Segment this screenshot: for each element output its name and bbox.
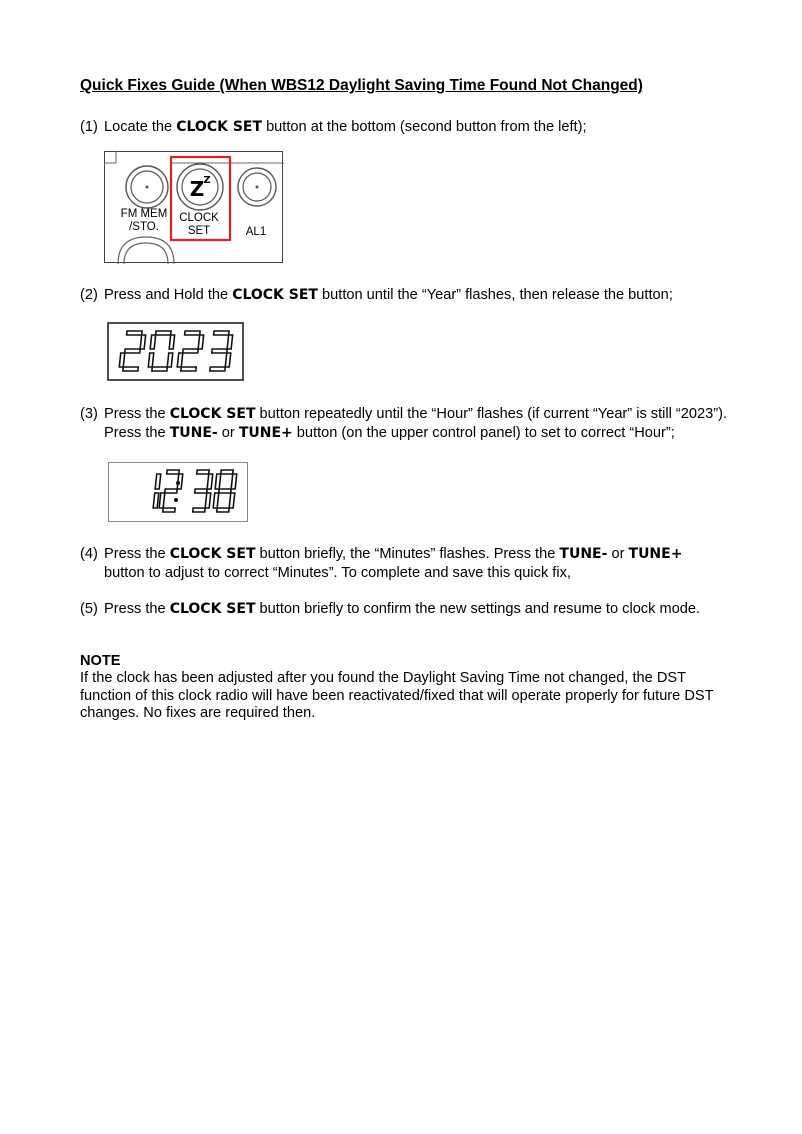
bold-term: TUNE- bbox=[559, 546, 608, 562]
digit-segment bbox=[207, 474, 213, 489]
step-number: (2) bbox=[80, 287, 98, 303]
text-segment: or bbox=[607, 546, 629, 562]
bold-term: TUNE- bbox=[169, 425, 218, 441]
digit-segment bbox=[198, 335, 203, 349]
fm-mem-label: FM MEM bbox=[120, 208, 168, 220]
digit-segment bbox=[225, 353, 230, 367]
step-5-text bbox=[104, 600, 700, 618]
year-display bbox=[107, 322, 244, 381]
note-line: changes. No fixes are required then. bbox=[80, 705, 316, 721]
note-line: function of this clock radio will have been reactivated/fixed that will operate properly for future DST bbox=[80, 687, 714, 704]
digit-segment bbox=[148, 353, 153, 367]
step-2-text bbox=[104, 286, 673, 304]
text-segment: button until the “Year” flashes, then release the button; bbox=[317, 287, 673, 303]
bold-term: CLOCK SET bbox=[176, 119, 263, 135]
digit-segment bbox=[197, 470, 209, 474]
step-number: (4) bbox=[80, 546, 98, 562]
fm-mem-sto-label: /STO. bbox=[129, 221, 159, 233]
text-segment: button briefly to confirm the new settings and resume to clock mode. bbox=[255, 601, 701, 617]
digit-segment bbox=[156, 331, 171, 335]
text-segment: Press the bbox=[104, 425, 170, 441]
text-segment: Press the bbox=[104, 601, 170, 617]
bold-term: TUNE+ bbox=[628, 546, 683, 562]
digit-segment bbox=[169, 335, 174, 349]
al1-label: AL1 bbox=[245, 226, 267, 238]
digit-segment bbox=[127, 331, 142, 335]
digit-segment bbox=[163, 508, 175, 512]
digit-segment bbox=[150, 335, 155, 349]
bold-term: CLOCK SET bbox=[232, 287, 318, 303]
text-segment: button repeatedly until the “Hour” flashes (if current “Year” is still “2023”). bbox=[255, 406, 728, 422]
clock-set-button-figure bbox=[104, 151, 284, 264]
note-heading: NOTE bbox=[80, 653, 121, 669]
digit-segment bbox=[219, 489, 231, 493]
digit-segment bbox=[165, 489, 177, 493]
digit-segment bbox=[155, 474, 161, 489]
step-4-text-line2 bbox=[104, 564, 571, 582]
digit-segment bbox=[221, 470, 233, 474]
digit-segment bbox=[213, 493, 219, 508]
bold-term: CLOCK SET bbox=[169, 406, 256, 422]
step-number: (3) bbox=[80, 406, 98, 422]
digit-segment bbox=[185, 331, 200, 335]
digit-segment bbox=[227, 335, 232, 349]
set-label: SET bbox=[187, 225, 211, 237]
digit-segment bbox=[229, 493, 235, 508]
step-4-text-line1 bbox=[104, 545, 682, 563]
digit-segment bbox=[215, 474, 221, 489]
digit-segment bbox=[153, 493, 159, 508]
digit-segment bbox=[214, 331, 229, 335]
digit-segment bbox=[181, 367, 196, 371]
time-display bbox=[108, 462, 248, 522]
colon-dot bbox=[176, 481, 180, 485]
digit-segment bbox=[159, 493, 165, 508]
digit-segment bbox=[125, 349, 140, 353]
text-segment: button to adjust to correct “Minutes”. To complete and save this quick fix, bbox=[104, 565, 571, 581]
digit-segment bbox=[167, 353, 172, 367]
colon-dot bbox=[174, 498, 178, 502]
digit-segment bbox=[193, 508, 205, 512]
sleep-z-icon: Z bbox=[189, 177, 205, 201]
digit-segment bbox=[212, 349, 227, 353]
digit-segment bbox=[217, 508, 229, 512]
step-number: (1) bbox=[80, 119, 98, 135]
clock-label: CLOCK bbox=[179, 212, 219, 224]
note-body bbox=[80, 670, 740, 723]
text-segment: Press the bbox=[104, 406, 170, 422]
sleep-z-small-icon: Z bbox=[203, 175, 211, 186]
digit-segment bbox=[205, 493, 211, 508]
text-segment: Press and Hold the bbox=[104, 287, 233, 303]
page-title: Quick Fixes Guide (When WBS12 Daylight Saving Time Found Not Changed) bbox=[80, 77, 643, 94]
step-3-text-line2 bbox=[104, 424, 675, 442]
digit-segment bbox=[210, 367, 225, 371]
digit-segment bbox=[183, 349, 198, 353]
text-segment: or bbox=[217, 425, 239, 441]
text-segment: Press the bbox=[104, 546, 170, 562]
text-segment: button briefly, the “Minutes” flashes. Press the bbox=[255, 546, 560, 562]
digit-segment bbox=[177, 353, 182, 367]
bold-term: CLOCK SET bbox=[169, 601, 256, 617]
step-1-text bbox=[104, 118, 587, 136]
digit-segment bbox=[140, 335, 145, 349]
note-line: If the clock has been adjusted after you found the Daylight Saving Time not changed, the DST bbox=[80, 670, 687, 686]
bold-term: CLOCK SET bbox=[169, 546, 256, 562]
digit-segment bbox=[167, 470, 179, 474]
step-number: (5) bbox=[80, 601, 98, 617]
digit-segment bbox=[231, 474, 237, 489]
digit-segment bbox=[123, 367, 138, 371]
text-segment: Locate the bbox=[104, 119, 177, 135]
text-segment: button (on the upper control panel) to set to correct “Hour”; bbox=[292, 425, 675, 441]
bold-term: TUNE+ bbox=[238, 425, 293, 441]
digit-segment bbox=[119, 353, 124, 367]
step-3-text-line1 bbox=[104, 405, 727, 423]
digit-segment bbox=[195, 489, 207, 493]
text-segment: button at the bottom (second button from the left); bbox=[262, 119, 587, 135]
digit-segment bbox=[152, 367, 167, 371]
